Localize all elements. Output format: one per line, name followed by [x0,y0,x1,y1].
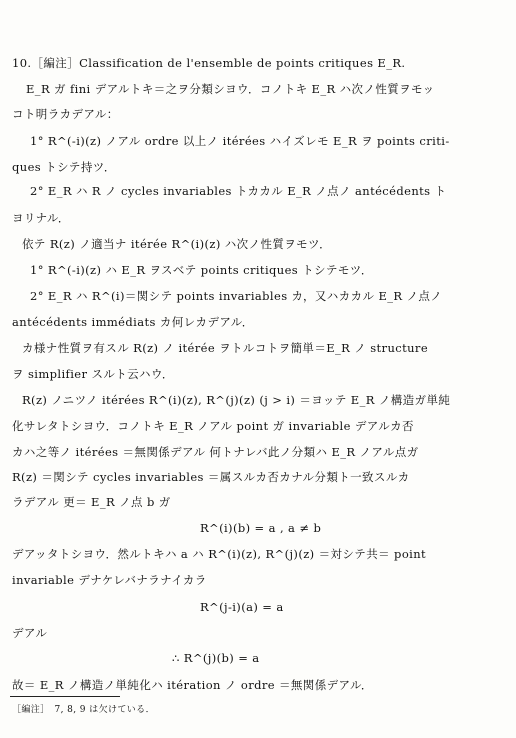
paragraph-line: R(z) ノニツノ itérées R^(i)(z), R^(j)(z) (j > i) ＝ヨッテ E_R ノ構造ガ単純 [22,393,451,407]
paragraph-line: 依テ R(z) ノ適当ナ itérée R^(i)(z) ハ次ノ性質ヲモツ． [22,237,332,251]
list-item-line: 2° E_R ハ R ノ cycles invariables トカカル E_R ノ点ノ antécédents ト [30,184,447,198]
list-item-line: ヨリナル． [12,211,70,225]
equation: ∴ R^(j)(b) = a [172,651,260,665]
paragraph-line: ラデアル 更＝ E_R ノ点 b ガ [12,495,171,509]
section-heading: 10.［編注］Classification de l'ensemble de points critiques E_R. [12,56,406,70]
list-item-line: 2° E_R ハ R^(i)＝関シテ points invariables カ，又ハカカル E_R ノ点ノ [30,289,443,303]
equation: R^(j-i)(a) = a [200,600,284,614]
paragraph-line: デアッタトシヨウ．然ルトキハ a ハ R^(i)(z), R^(j)(z) ＝対シテ共＝ point [12,547,427,561]
footnote-divider [10,696,120,697]
paragraph-line: カハ之等ノ itérées ＝無関係デアル 何トナレバ此ノ分類ハ E_R ノアル点ガ [12,445,419,459]
paragraph-line: E_R ガ fini デアルトキ＝之ヲ分類シヨウ．コノトキ E_R ハ次ノ性質ヲモッ [26,82,435,96]
list-item-line: antécédents immédiats カ何レカデアル． [12,315,254,329]
paragraph-line: 化サレタトシヨウ．コノトキ E_R ノアル point ガ invariable デアルカ否 [12,419,414,433]
paragraph-line: invariable デナケレバナラナイカラ [12,573,207,587]
paragraph-line: カ様ナ性質ヲ有スル R(z) ノ itérée ヲトルコトヲ簡単＝E_R ノ structure [22,341,429,355]
paragraph-line: 故＝ E_R ノ構造ノ単純化ハ itération ノ ordre ＝無関係デアル． [12,678,373,692]
list-item-line: 1° R^(-i)(z) ノアル ordre 以上ノ itérées ハイズレモ E_R ヲ points criti- [30,134,450,148]
paragraph-line: R(z) ＝関シテ cycles invariables ＝属スルカ否カナル分類ト一致スルカ [12,470,410,484]
paragraph-line: コト明ラカデアル： [12,107,119,121]
list-item-line: ques トシテ持ツ． [12,160,116,174]
paragraph-line: ヲ simplifier スルト云ハウ． [12,367,174,381]
equation: R^(i)(b) = a , a ≠ b [200,521,322,535]
list-item-line: 1° R^(-i)(z) ハ E_R ヲスベテ points critiques トシテモツ． [30,263,373,277]
footnote: ［編注］ 7, 8, 9 は欠けている． [12,705,155,715]
paragraph-line: デアル [12,626,48,640]
